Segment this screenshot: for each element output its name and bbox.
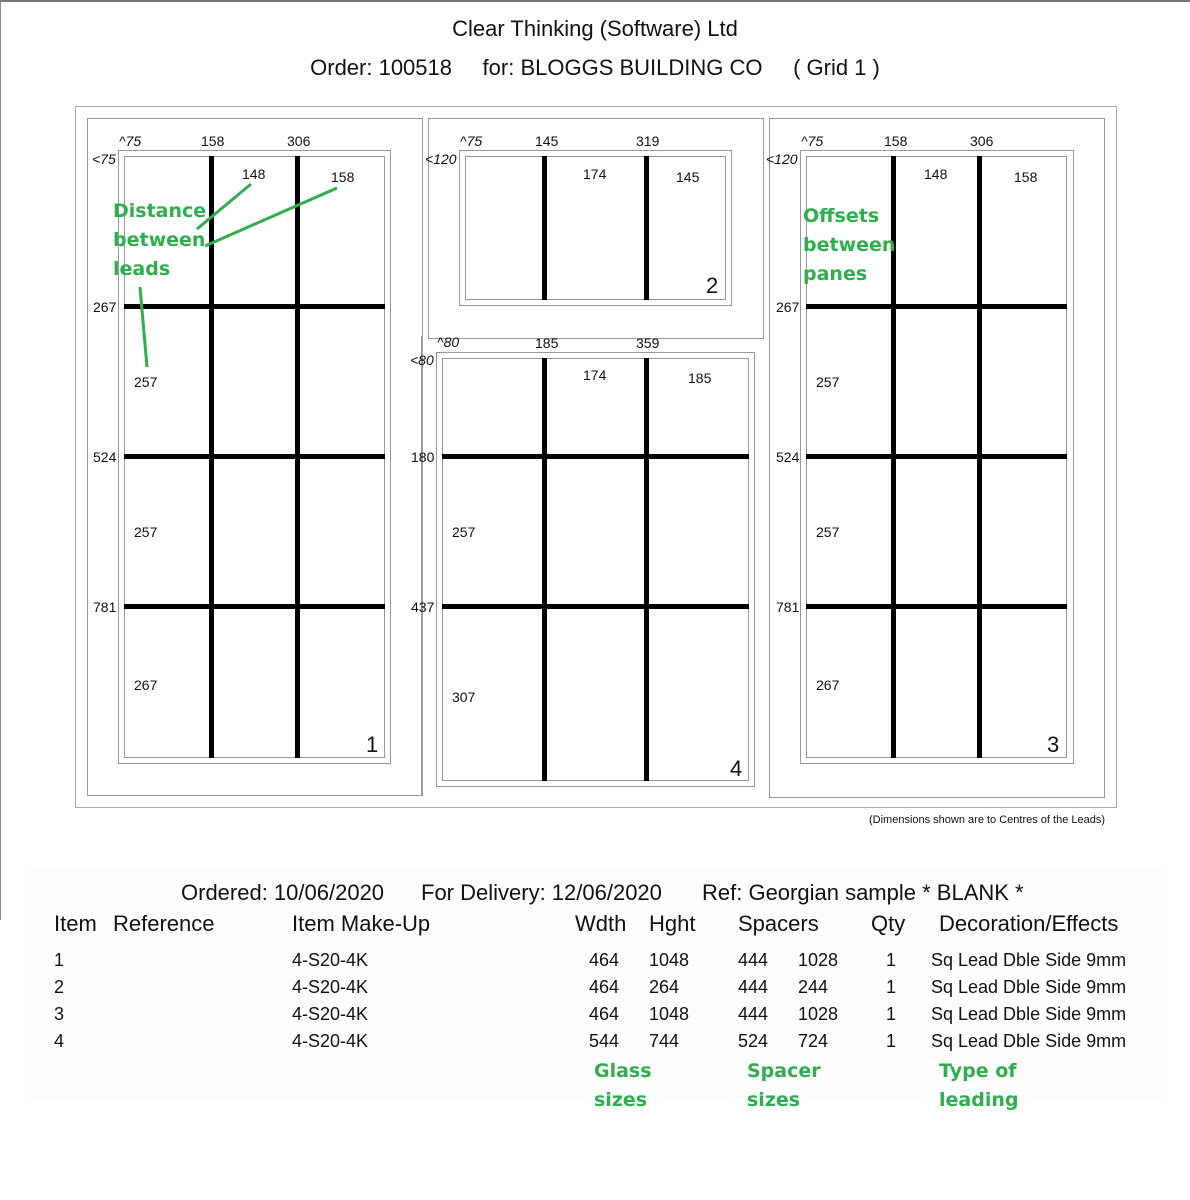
row-item: 3: [54, 1004, 65, 1024]
panel-3-col-pos-1: 158: [884, 133, 908, 149]
panel-2-col-pos-1: 145: [535, 133, 559, 149]
panel-1-row-pos-1: 267: [93, 299, 117, 315]
pointer-line-148: [197, 184, 251, 229]
panel-1-left-offset: <75: [92, 151, 116, 167]
row-makeup: 4-S20-4K: [292, 977, 369, 997]
col-header-wdth: Wdth: [575, 911, 627, 936]
panel-3-left-offset: <120: [766, 151, 798, 167]
panel-2-top-offset: ^75: [460, 133, 483, 149]
col-header-item: Item: [54, 911, 97, 936]
panel-3-row-dist-3: 267: [816, 677, 840, 693]
row-makeup: 4-S20-4K: [292, 1004, 369, 1024]
panel-3-number: 3: [1047, 732, 1060, 757]
panel-1-row-dist-1: 257: [134, 374, 158, 390]
panel-4-row-dist-1: 257: [452, 524, 476, 540]
panel-4-col-dist-2: 185: [688, 370, 712, 386]
annotation-glass-line1: Glass: [594, 1060, 652, 1082]
panel-2-col-dist-1: 174: [583, 166, 607, 182]
row-spacer-height: 1028: [798, 950, 839, 970]
panel-4-row-pos-2: 437: [411, 599, 435, 615]
col-header-makeup: Item Make-Up: [292, 911, 431, 936]
panel-2-col-pos-2: 319: [636, 133, 660, 149]
annotation-spacer-line2: sizes: [747, 1089, 801, 1111]
panel-1-col-dist-2: 158: [331, 169, 355, 185]
panel-3-row-dist-1: 257: [816, 374, 840, 390]
row-makeup: 4-S20-4K: [292, 950, 369, 970]
panel-4-left-offset: <80: [410, 352, 434, 368]
panel-1-top-offset: ^75: [119, 133, 142, 149]
panel-3-col-pos-2: 306: [970, 133, 994, 149]
row-decoration: Sq Lead Dble Side 9mm: [931, 1004, 1127, 1024]
annotation-leads-line1: Distance: [113, 200, 207, 222]
panel-1-number: 1: [366, 732, 379, 757]
col-header-qty: Qty: [871, 911, 906, 936]
row-decoration: Sq Lead Dble Side 9mm: [931, 1031, 1127, 1051]
panel-1-row-pos-2: 524: [93, 449, 117, 465]
row-hght: 264: [649, 977, 680, 997]
annotation-spacer-line1: Spacer: [747, 1060, 821, 1082]
annotation-panes-line3: panes: [803, 263, 868, 285]
row-hght: 744: [649, 1031, 680, 1051]
company-title: Clear Thinking (Software) Ltd: [452, 16, 738, 41]
row-spacer-width: 444: [738, 977, 769, 997]
row-qty: 1: [886, 1031, 897, 1051]
dimensions-note: (Dimensions shown are to Centres of the Leads): [869, 814, 1106, 826]
row-item: 2: [54, 977, 65, 997]
panel-2-col-dist-2: 145: [676, 169, 700, 185]
col-header-decoration: Decoration/Effects: [939, 911, 1119, 936]
row-spacer-height: 724: [798, 1031, 829, 1051]
order-line: Order: 100518 for: BLOGGS BUILDING CO ( Grid 1 ): [310, 55, 880, 80]
panel-4-number: 4: [730, 756, 743, 781]
row-decoration: Sq Lead Dble Side 9mm: [931, 977, 1127, 997]
order-ref: Ref: Georgian sample * BLANK *: [702, 880, 1024, 905]
panel-2-number: 2: [706, 273, 719, 298]
row-makeup: 4-S20-4K: [292, 1031, 369, 1051]
ordered-date: Ordered: 10/06/2020: [181, 880, 385, 905]
panel-4-col-pos-1: 185: [535, 335, 559, 351]
row-hght: 1048: [649, 1004, 690, 1024]
panel-3-col-dist-2: 158: [1014, 169, 1038, 185]
annotation-panes-line1: Offsets: [803, 205, 880, 227]
row-spacer-height: 244: [798, 977, 829, 997]
row-spacer-width: 444: [738, 950, 769, 970]
row-qty: 1: [886, 1004, 897, 1024]
row-spacer-width: 524: [738, 1031, 769, 1051]
col-header-reference: Reference: [113, 911, 215, 936]
row-item: 4: [54, 1031, 65, 1051]
annotation-leads-line2: between: [113, 229, 206, 251]
panel-4-col-dist-1: 174: [583, 367, 607, 383]
row-qty: 1: [886, 950, 897, 970]
annotation-panes-line2: between: [803, 234, 896, 256]
panel-1-row-dist-3: 267: [134, 677, 158, 693]
row-spacer-height: 1028: [798, 1004, 839, 1024]
panel-4-top-offset: ^80: [437, 334, 460, 350]
panel-3-row-pos-2: 524: [776, 449, 800, 465]
col-header-spacers: Spacers: [738, 911, 819, 936]
row-decoration: Sq Lead Dble Side 9mm: [931, 950, 1127, 970]
row-hght: 1048: [649, 950, 690, 970]
panel-3-row-pos-3: 781: [776, 599, 800, 615]
pointer-line-158: [205, 188, 337, 246]
panel-3-row-dist-2: 257: [816, 524, 840, 540]
row-qty: 1: [886, 977, 897, 997]
panel-4-row-pos-1: 180: [411, 449, 435, 465]
panel-1-col-dist-1: 148: [242, 166, 266, 182]
row-item: 1: [54, 950, 65, 970]
row-wdth: 464: [589, 977, 620, 997]
row-wdth: 464: [589, 950, 620, 970]
row-wdth: 544: [589, 1031, 620, 1051]
panel-3-row-pos-1: 267: [776, 299, 800, 315]
panel-1-col-pos-2: 306: [287, 133, 311, 149]
annotation-leading-line1: Type of: [939, 1060, 1017, 1082]
panel-1-row-dist-2: 257: [134, 524, 158, 540]
panel-1-col-pos-1: 158: [201, 133, 225, 149]
annotation-leading-line2: leading: [939, 1089, 1019, 1111]
annotation-glass-line2: sizes: [594, 1089, 648, 1111]
annotation-leads-line3: leads: [113, 258, 171, 280]
panel-4-row-dist-2: 307: [452, 689, 476, 705]
row-wdth: 464: [589, 1004, 620, 1024]
panel-2-left-offset: <120: [425, 151, 457, 167]
row-spacer-width: 444: [738, 1004, 769, 1024]
col-header-hght: Hght: [649, 911, 696, 936]
panel-4-col-pos-2: 359: [636, 335, 660, 351]
panel-3-top-offset: ^75: [801, 133, 824, 149]
panel-1-row-pos-3: 781: [93, 599, 117, 615]
pointer-line-257: [140, 287, 147, 367]
panel-3-col-dist-1: 148: [924, 166, 948, 182]
delivery-date: For Delivery: 12/06/2020: [421, 880, 662, 905]
